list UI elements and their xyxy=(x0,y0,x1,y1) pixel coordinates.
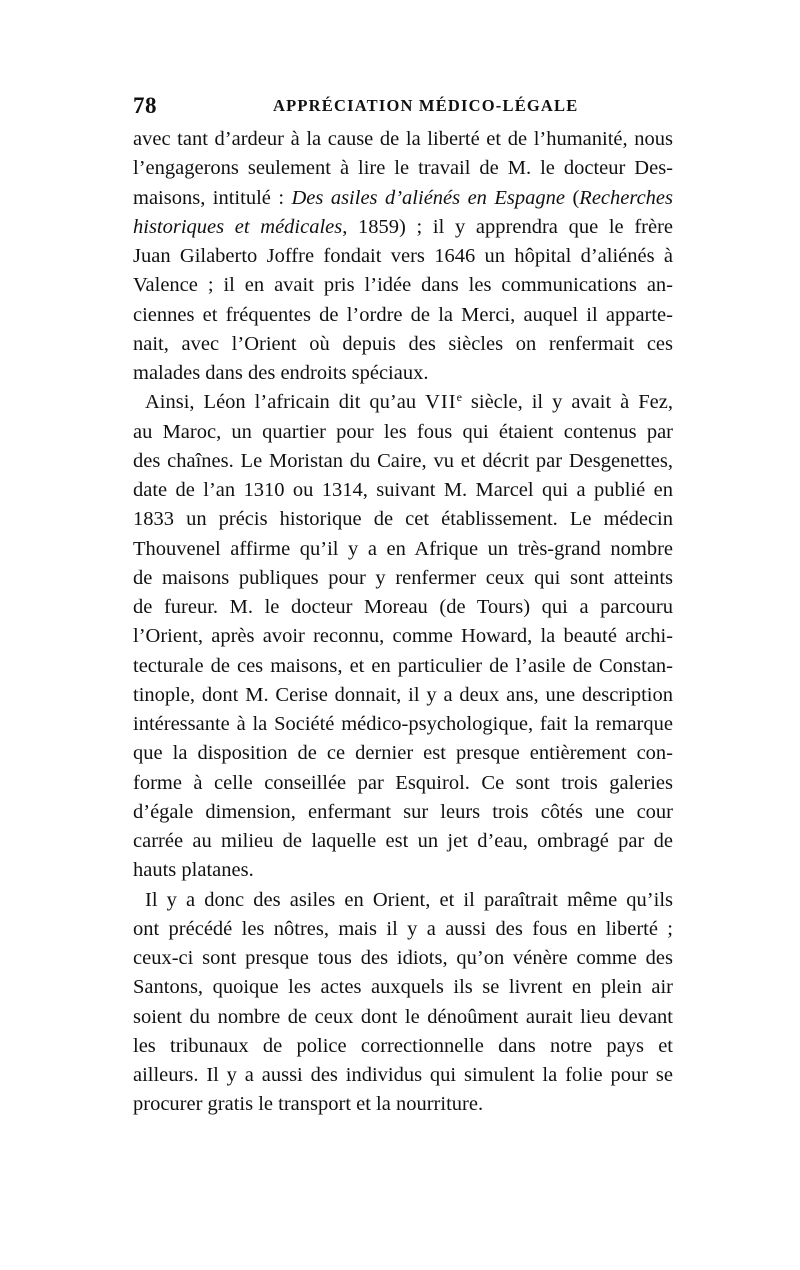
text-line: soient du nombre de ceux dont le dénoûment aurait lieu devant xyxy=(133,1005,673,1028)
page-header xyxy=(133,93,673,119)
text-fragment: siècle, il y avait à Fez, xyxy=(461,391,673,414)
text-line: Santons, quoique les actes auxquels ils se livrent en plein air xyxy=(133,976,673,999)
text-line: Thouvenel affirme qu’il y a en Afrique un très-grand nombre xyxy=(133,537,673,560)
text-fragment: , 1859) ; il y apprendra que le frère xyxy=(342,215,673,238)
text-line: que la disposition de ce dernier est presque entièrement con- xyxy=(133,742,673,765)
text-line: ailleurs. Il y a aussi des individus qui simulent la folie pour se xyxy=(133,1064,673,1086)
text-line: avec tant d’ardeur à la cause de la liberté et de l’humanité, nous xyxy=(133,128,673,150)
text-line: tecturale de ces maisons, et en particulier de l’asile de Constan- xyxy=(133,654,673,677)
running-title: APPRÉCIATION MÉDICO-LÉGALE xyxy=(273,96,579,115)
text-line: malades dans des endroits spéciaux. xyxy=(133,362,429,384)
text-line: Juan Gilaberto Joffre fondait vers 1646 un hôpital d’aliénés à xyxy=(133,245,673,267)
body-text xyxy=(133,125,673,1120)
text-line: nait, avec l’Orient où depuis des siècles on renfermait ces xyxy=(133,332,673,355)
text-line: procurer gratis le transport et la nourriture. xyxy=(133,1093,484,1116)
text-line xyxy=(133,388,673,417)
text-line: tinople, dont M. Cerise donnait, il y a deux ans, une description xyxy=(133,683,673,706)
text-line: 1833 un précis historique de cet établissement. Le médecin xyxy=(133,508,673,531)
text-line: forme à celle conseillée par Esquirol. Ce sont trois galeries xyxy=(133,771,673,794)
paragraph-3 xyxy=(133,886,673,1120)
text-line: les tribunaux de police correctionnelle dans notre pays et xyxy=(133,1034,673,1057)
book-subtitle-italic-cont: historiques et médicales xyxy=(133,215,343,238)
text-fragment: Ainsi, Léon l’africain dit qu’au xyxy=(145,391,426,414)
paragraph-1 xyxy=(133,125,673,388)
text-line: des chaînes. Le Moristan du Caire, vu et décrit par Desgenettes, xyxy=(133,449,673,472)
text-line: Il y a donc des asiles en Orient, et il paraîtrait même qu’ils xyxy=(145,888,673,911)
text-line: intéressante à la Société médico-psychologique, fait la remarque xyxy=(133,713,673,735)
text-line: au Maroc, un quartier pour les fous qui étaient contenus par xyxy=(133,420,673,443)
text-line: ont précédé les nôtres, mais il y a aussi des fous en liberté ; xyxy=(133,917,673,940)
book-title-italic: Des asiles d’aliénés en Espagne xyxy=(291,186,565,209)
book-subtitle-italic: Recherches xyxy=(579,186,674,209)
text-line: Valence ; il en avait pris l’idée dans les communications an- xyxy=(133,274,673,297)
paragraph-2 xyxy=(133,388,673,885)
text-line: ciennes et fréquentes de l’ordre de la Merci, auquel il apparte- xyxy=(133,303,673,326)
text-line: hauts platanes. xyxy=(133,859,254,882)
text-line: d’égale dimension, enfermant sur leurs trois côtés une cour xyxy=(133,800,673,823)
text-fragment: maisons, intitulé : xyxy=(133,186,292,209)
text-line: ceux-ci sont presque tous des idiots, qu’on vénère comme des xyxy=(133,947,673,969)
text-line: l’engagerons seulement à lire le travail de M. le docteur Des- xyxy=(133,157,673,180)
page-number: 78 xyxy=(133,93,157,118)
text-line xyxy=(133,184,673,213)
text-line: l’Orient, après avoir reconnu, comme Howard, la beauté archi- xyxy=(133,625,673,648)
century-numeral: VII xyxy=(425,391,457,414)
text-fragment: ( xyxy=(565,186,580,209)
superscript: e xyxy=(456,390,462,405)
text-line: de fureur. M. le docteur Moreau (de Tours) qui a parcouru xyxy=(133,596,673,618)
text-line: de maisons publiques pour y renfermer ceux qui sont atteints xyxy=(133,566,673,589)
text-line xyxy=(133,213,673,242)
text-line: date de l’an 1310 ou 1314, suivant M. Marcel qui a publié en xyxy=(133,479,673,501)
text-line: carrée au milieu de laquelle est un jet d’eau, ombragé par de xyxy=(133,830,673,852)
